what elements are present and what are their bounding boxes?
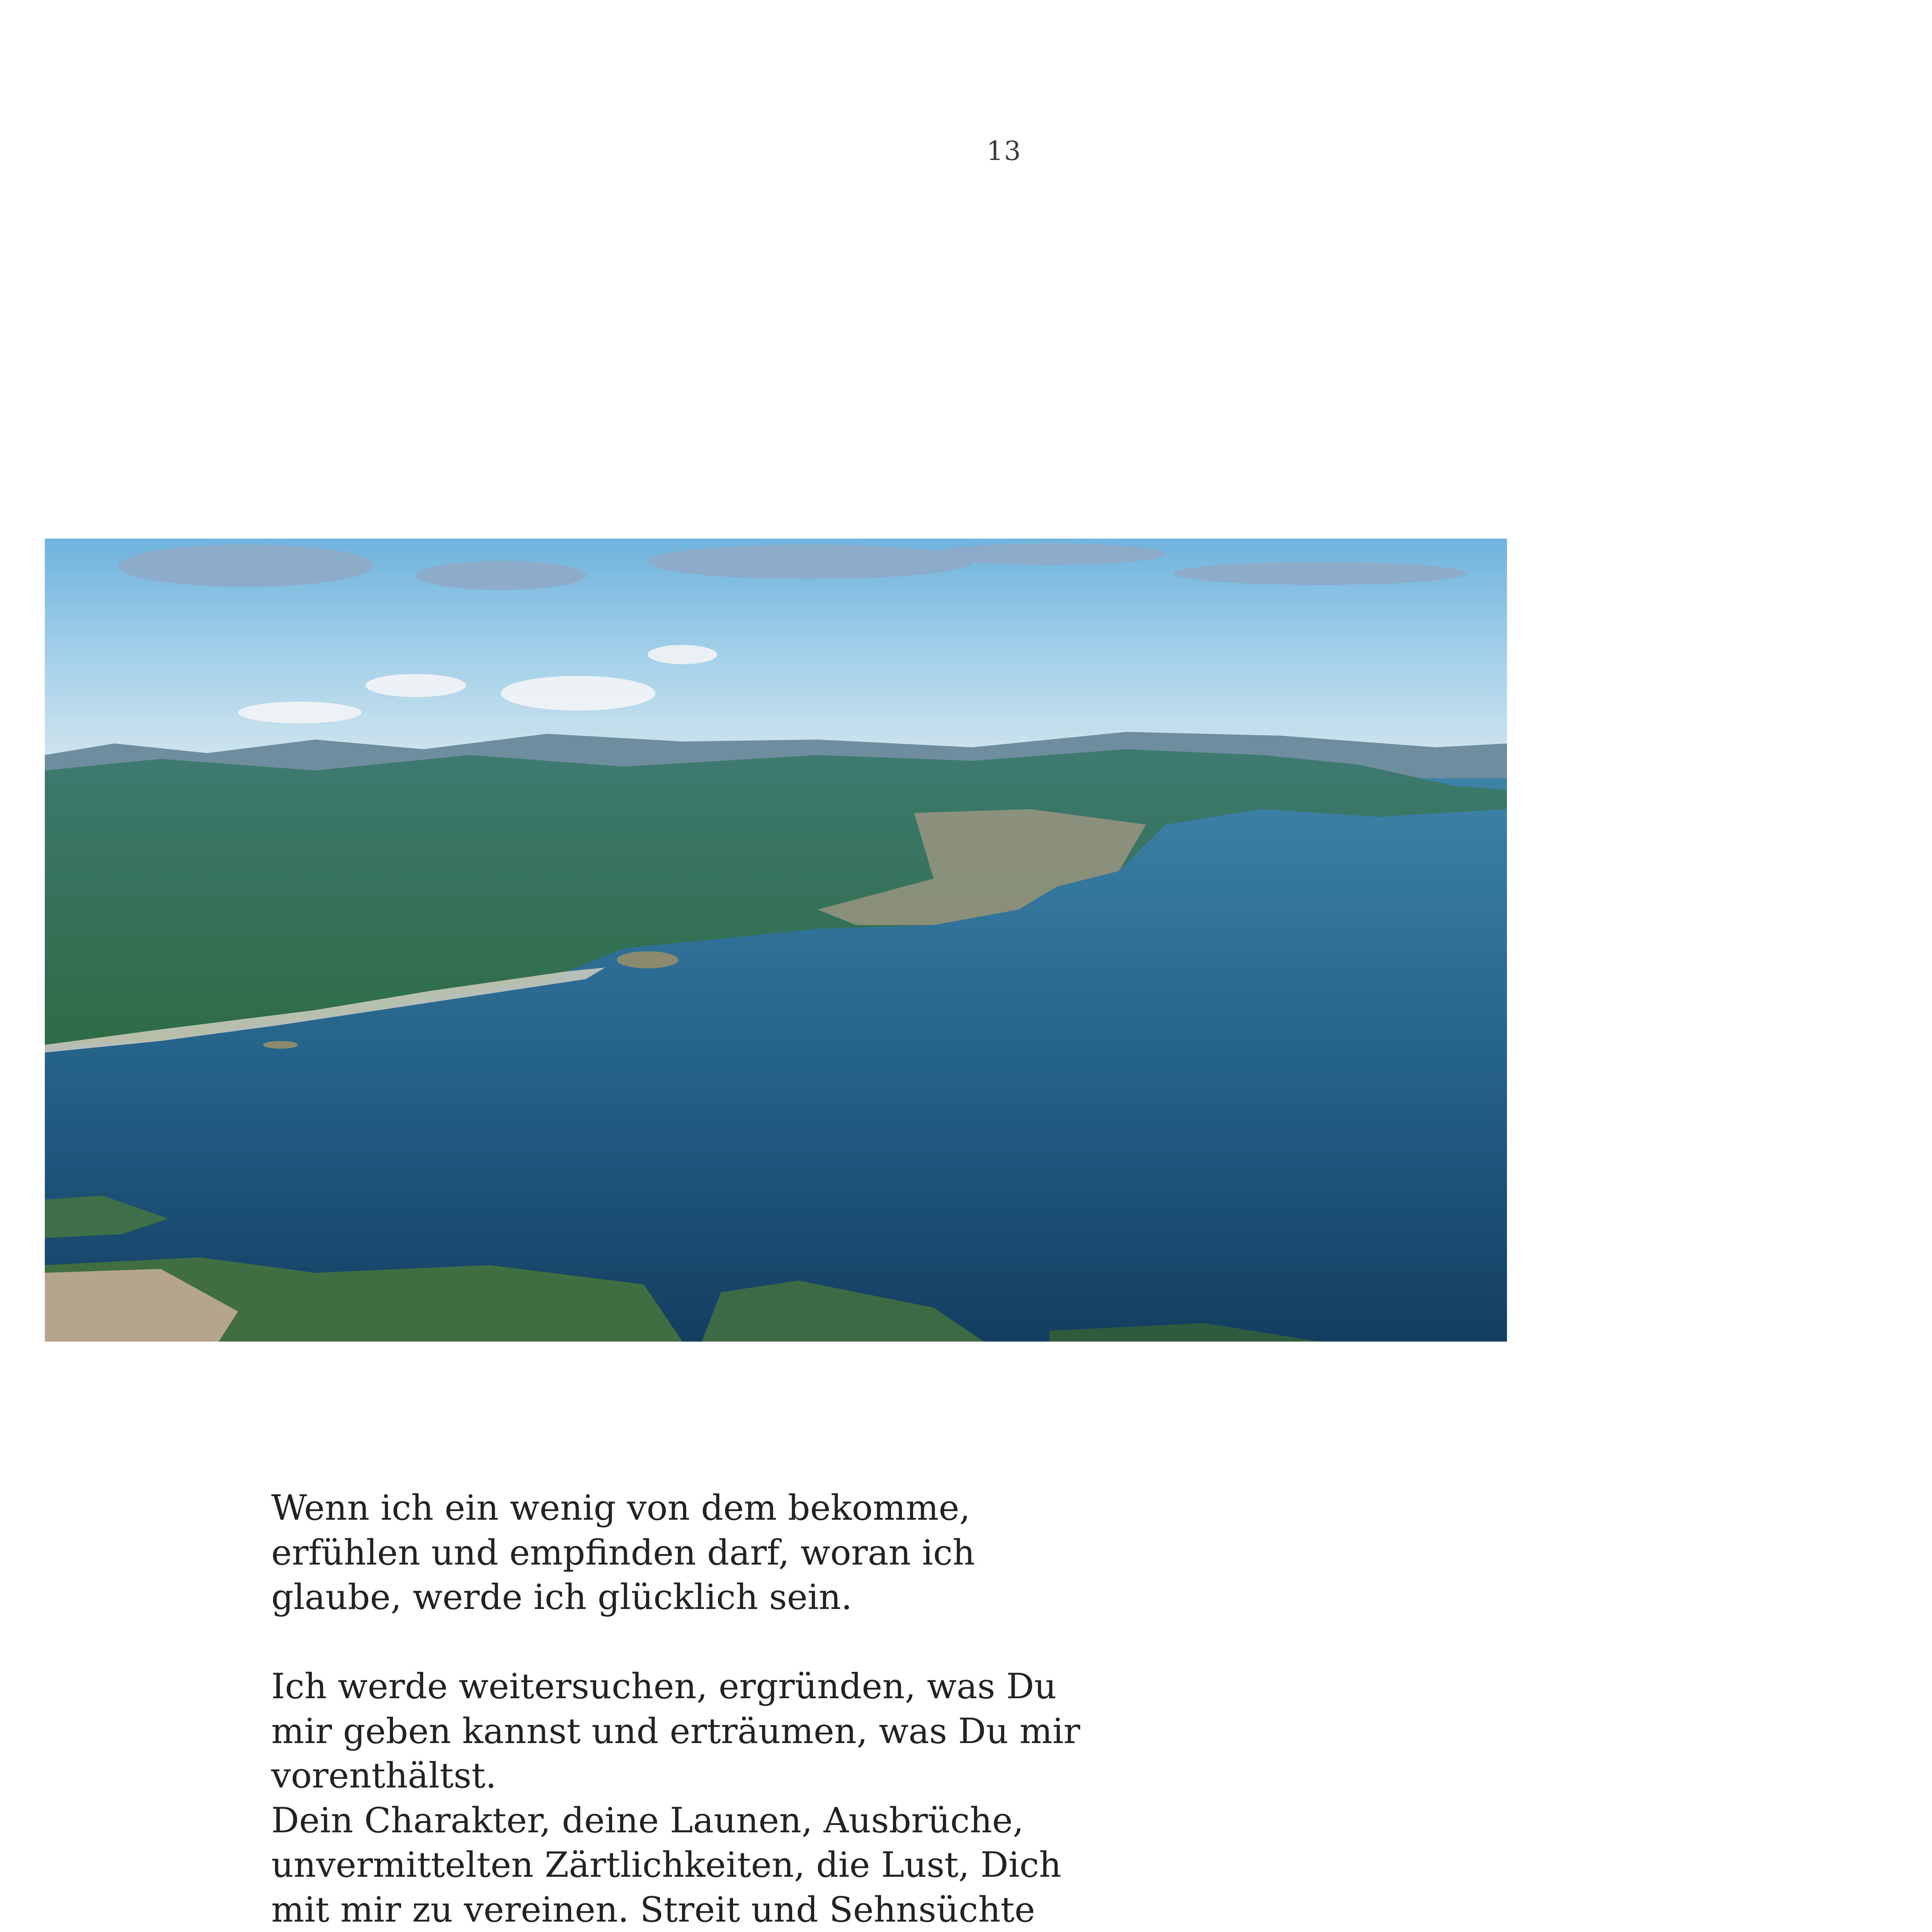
page-number: 13 bbox=[986, 136, 1022, 167]
text-line: unvermittelten Zärtlichkeiten, die Lust, Dich bbox=[271, 1845, 1061, 1885]
text-line: Dein Charakter, deine Launen, Ausbrüche, bbox=[271, 1800, 1024, 1841]
body-text bbox=[271, 1486, 1160, 1932]
aerial-coastline-photo bbox=[45, 539, 1507, 1342]
stanza-1 bbox=[271, 1486, 1160, 1620]
stanza-2 bbox=[271, 1664, 1160, 1932]
small-island bbox=[617, 951, 679, 968]
text-line: mir geben kannst und erträumen, was Du mir bbox=[271, 1711, 1080, 1752]
text-line: glaube, werde ich glücklich sein. bbox=[271, 1577, 852, 1617]
text-line: Wenn ich ein wenig von dem bekomme, bbox=[271, 1488, 971, 1528]
text-line: mit mir zu vereinen. Streit und Sehnsüchte bbox=[271, 1889, 1035, 1930]
coastline-illustration bbox=[45, 539, 1507, 1342]
text-line: Ich werde weitersuchen, ergründen, was Du bbox=[271, 1666, 1057, 1707]
text-line: vorenthältst. bbox=[271, 1755, 497, 1796]
text-line: erfühlen und empfinden darf, woran ich bbox=[271, 1532, 975, 1573]
